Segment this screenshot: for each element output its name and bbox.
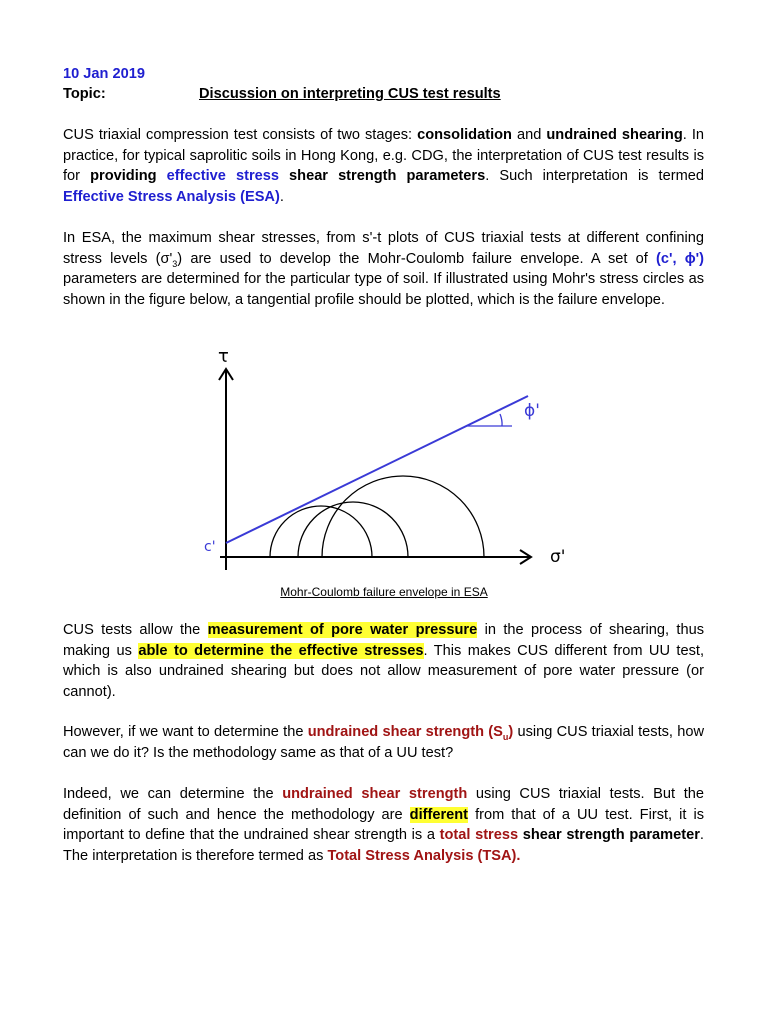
term-c-phi-params: (c', ϕ') xyxy=(656,250,704,267)
text-run: using CUS triaxial tests, how can we do it? Is the methodology same as that of a UU test? xyxy=(63,724,704,761)
term-total-stress: total stress xyxy=(439,827,519,844)
topic-row xyxy=(63,84,713,105)
text-run: using CUS triaxial tests. But the definition of such and hence the methodology are xyxy=(63,786,704,823)
failure-envelope xyxy=(226,396,528,543)
text-run: parameters are determined for the particular type of soil. If illustrated using Mohr's stress circles as shown in the figure below, a tangential profile should be plotted, which is the failure envelope. xyxy=(63,271,704,308)
paragraph-tsa xyxy=(63,784,704,866)
text-run: . The interpretation is therefore termed as xyxy=(63,827,704,864)
paragraph-intro xyxy=(63,125,704,207)
text-run: undrained shear strength (S xyxy=(307,724,503,740)
text-run: . Such interpretation is termed xyxy=(485,168,704,185)
highlight-pore-water-pressure: measurement of pore water pressure xyxy=(207,622,478,638)
term-esa: Effective Stress Analysis (ESA) xyxy=(63,188,280,205)
term-shear-strength-parameter: shear strength parameter xyxy=(522,827,700,844)
document-date: 10 Jan 2019 xyxy=(63,66,145,82)
text-run: CUS triaxial compression test consists of two stages: xyxy=(63,127,418,143)
text-run: However, if we want to determine the xyxy=(63,724,308,740)
text-run: ) are used to develop the Mohr-Coulomb failure envelope. A set of xyxy=(177,250,657,267)
term-consolidation: consolidation xyxy=(417,127,512,143)
term-undrained-shear-strength: undrained shear strength xyxy=(282,786,468,802)
highlight-different: different xyxy=(409,806,469,823)
sigma-label: σ' xyxy=(550,547,566,567)
text-run: . xyxy=(279,188,284,205)
term-undrained-shearing: undrained shearing xyxy=(546,127,683,143)
text-run: CUS tests allow the xyxy=(63,622,208,638)
topic-label: Topic: xyxy=(63,86,106,102)
text-run: from that of a UU test. First, it is important to define that the undrained shear strength is a xyxy=(63,806,704,844)
text-run: In ESA, the maximum shear stresses, from s'-t plots of CUS triaxial tests at different confining stress levels (σ' xyxy=(63,230,704,267)
phi-arc xyxy=(500,414,502,426)
term-undrained-shear-strength-su xyxy=(308,724,514,740)
term-providing: providing xyxy=(90,168,157,185)
text-run: and xyxy=(511,127,547,143)
paragraph-pore-pressure xyxy=(63,620,704,702)
figure-caption: Mohr-Coulomb failure envelope in ESA xyxy=(280,585,488,599)
paragraph-question xyxy=(63,722,704,763)
mohr-circle-2 xyxy=(298,502,408,557)
highlight-effective-stresses: able to determine the effective stresses xyxy=(138,642,424,659)
mohr-circle-3 xyxy=(322,476,484,557)
text-run: in the process of shearing, thus making us xyxy=(63,622,704,659)
c-intercept-label: c' xyxy=(204,539,216,555)
term-shear-strength-parameters: shear strength parameters xyxy=(289,168,486,185)
text-run: ) xyxy=(508,724,514,740)
paragraph-esa xyxy=(63,228,704,310)
subscript-3: 3 xyxy=(172,258,178,269)
subscript-u: u xyxy=(502,731,509,742)
tau-label: τ xyxy=(218,346,229,367)
topic-title: Discussion on interpreting CUS test results xyxy=(199,86,501,102)
text-run: Indeed, we can determine the xyxy=(63,786,283,802)
text-run: . In practice, for typical saprolitic soils in Hong Kong, e.g. CDG, the interpretation of CUS test results is for xyxy=(63,127,705,185)
mohr-coulomb-figure xyxy=(190,338,590,578)
phi-label: ϕ' xyxy=(524,401,540,421)
term-effective-stress: effective stress xyxy=(166,168,279,185)
term-tsa: Total Stress Analysis (TSA). xyxy=(327,847,521,864)
text-run: . This makes CUS different from UU test, which is also undrained shearing but does not allow measurement of pore water pressure (or cannot). xyxy=(63,642,705,700)
